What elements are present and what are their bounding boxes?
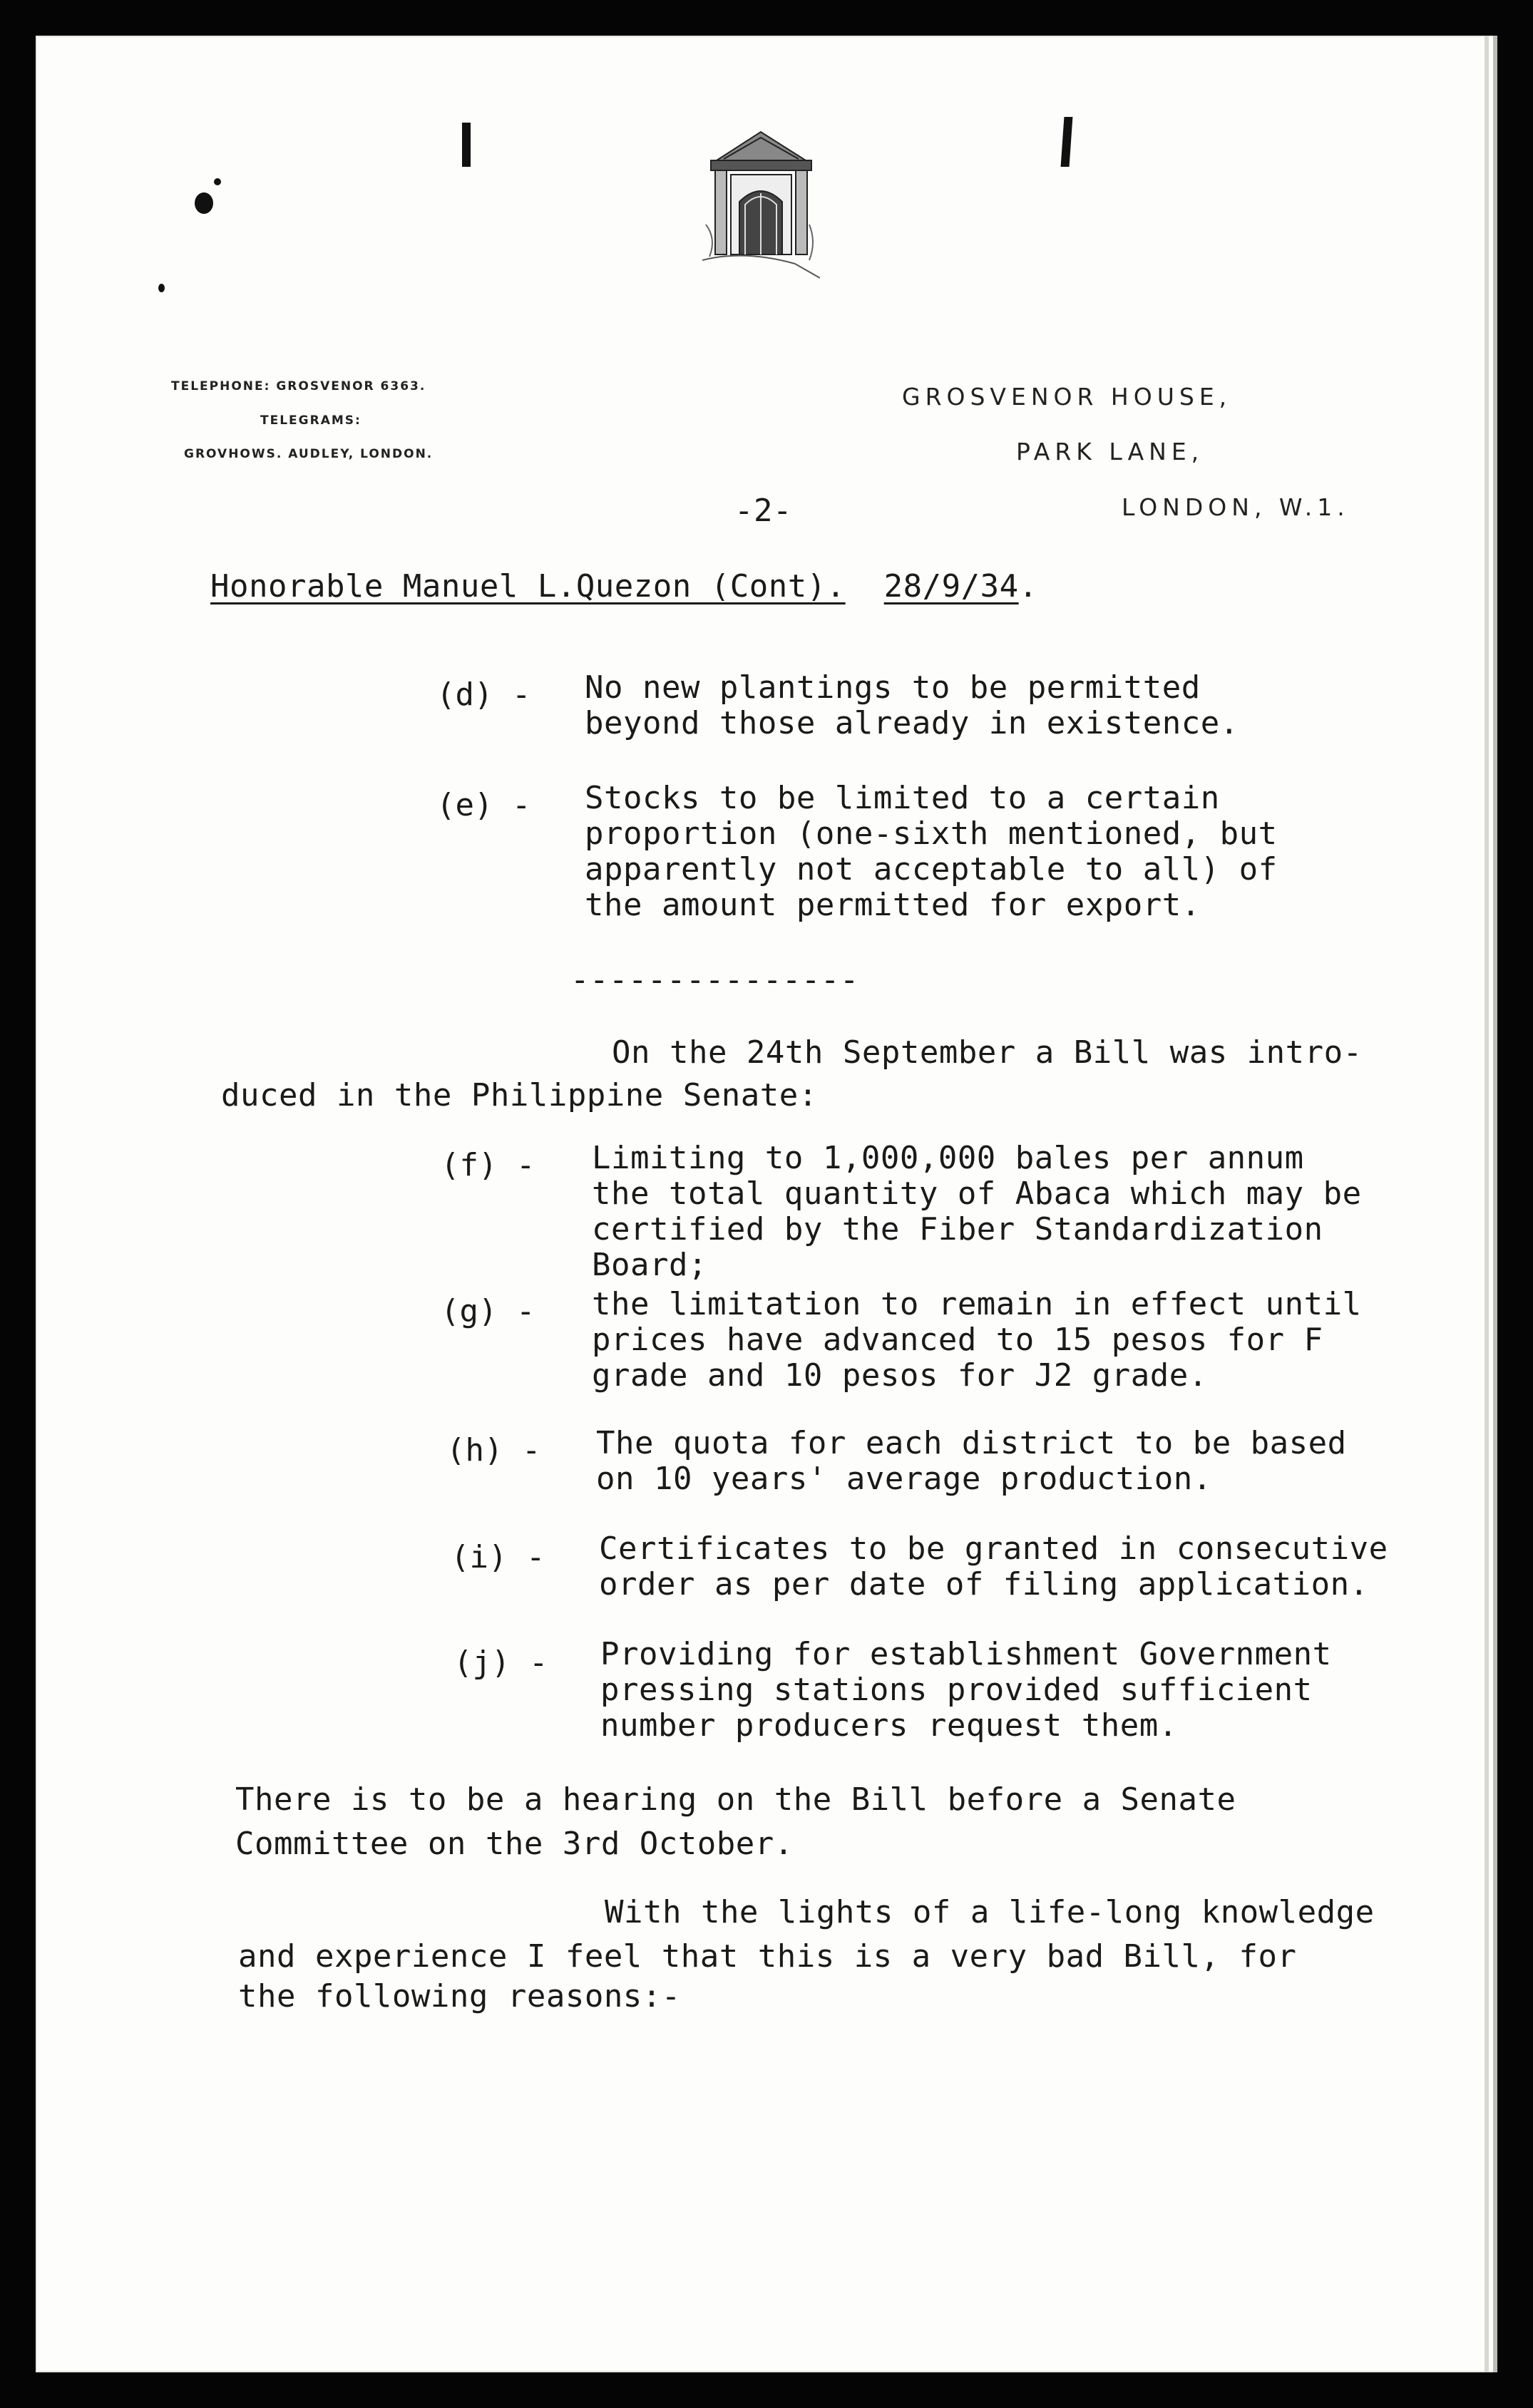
date-period: . (1018, 568, 1038, 604)
item-label: (e) - (436, 787, 531, 823)
list-item (600, 1637, 1332, 1744)
closing-line-3: the following reasons:- (238, 1978, 681, 2015)
hearing-line-2: Committee on the 3rd October. (235, 1826, 794, 1862)
item-text-line: Board; (592, 1247, 707, 1283)
item-text-line: the limitation to remain in effect until (592, 1286, 1362, 1322)
item-text-line: the total quantity of Abaca which may be (592, 1175, 1362, 1212)
list-item (592, 1287, 1362, 1394)
item-text-line: pressing stations provided sufficient (600, 1672, 1313, 1708)
item-text-line: number producers request them. (600, 1707, 1178, 1744)
list-item (585, 670, 1239, 741)
item-label: (j) - (453, 1645, 548, 1681)
separator-line: --------------- (570, 962, 859, 998)
ink-speck (195, 192, 213, 214)
item-text-line: No new plantings to be permitted (585, 669, 1201, 706)
telegrams-label: TELEGRAMS: (260, 413, 362, 428)
addressee: Honorable Manuel L.Quezon (Cont). (210, 568, 846, 604)
item-text-line: Stocks to be limited to a certain (585, 780, 1220, 816)
intro-line-2: duced in the Philippine Senate: (221, 1077, 818, 1113)
item-text-line: Providing for establishment Government (600, 1636, 1332, 1672)
telephone-line: TELEPHONE: GROSVENOR 6363. (171, 379, 426, 393)
item-text-line: order as per date of filing application. (599, 1566, 1369, 1602)
item-text-line: prices have advanced to 15 pesos for F (592, 1322, 1323, 1358)
item-label: (f) - (441, 1147, 535, 1183)
item-label: (g) - (441, 1293, 535, 1329)
address-line-3: LONDON, W.1. (1122, 493, 1350, 521)
item-text-line: beyond those already in existence. (585, 705, 1239, 741)
item-text-line: Certificates to be granted in consecutive (599, 1530, 1388, 1567)
paper-edge (1493, 36, 1497, 2372)
item-label: (h) - (446, 1432, 541, 1468)
closing-line-2: and experience I feel that this is a very bad Bill, for (238, 1938, 1297, 1975)
closing-line-1: With the lights of a life-long knowledge (605, 1894, 1375, 1930)
ink-speck (214, 178, 221, 185)
item-text-line: apparently not acceptable to all) of (585, 851, 1278, 887)
item-text-line: The quota for each district to be based (596, 1425, 1347, 1461)
address-line-2: PARK LANE, (1016, 438, 1204, 465)
list-item (585, 781, 1278, 923)
item-text-line: Limiting to 1,000,000 bales per annum (592, 1140, 1304, 1176)
paper-edge (1485, 36, 1489, 2372)
address-line-1: GROSVENOR HOUSE, (902, 383, 1232, 411)
item-text-line: certified by the Fiber Standardization (592, 1211, 1323, 1247)
intro-line-1: On the 24th September a Bill was intro- (612, 1034, 1363, 1071)
list-item (596, 1426, 1347, 1497)
item-label: (i) - (451, 1539, 545, 1575)
telegram-address: GROVHOWS. AUDLEY, LONDON. (184, 447, 434, 461)
letter-date: 28/9/34 (883, 568, 1019, 604)
list-item (592, 1141, 1362, 1283)
item-label: (d) - (436, 676, 531, 713)
building-entrance-icon (702, 118, 820, 282)
item-text-line: proportion (one-sixth mentioned, but (585, 815, 1278, 852)
scan-mark (462, 123, 471, 167)
item-text-line: the amount permitted for export. (585, 887, 1201, 923)
item-text-line: on 10 years' average production. (596, 1461, 1212, 1497)
page-number: -2- (734, 493, 792, 529)
heading (210, 569, 1038, 604)
list-item (599, 1531, 1388, 1602)
ink-speck (158, 284, 165, 292)
item-text-line: grade and 10 pesos for J2 grade. (592, 1357, 1208, 1394)
hearing-line-1: There is to be a hearing on the Bill before a Senate (235, 1781, 1236, 1818)
